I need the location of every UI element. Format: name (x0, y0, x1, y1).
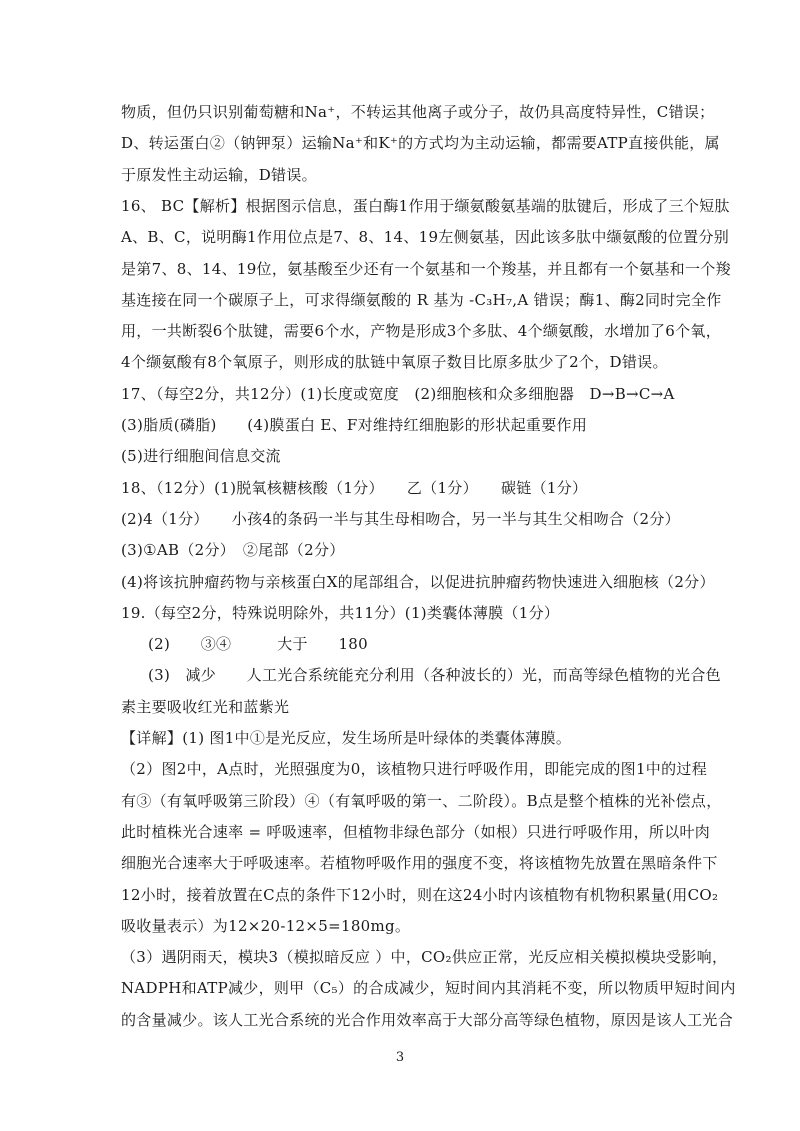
text-line: 是第7、8、14、19位，氨基酸至少还有一个氨基和一个羧基，并且都有一个氨基和一个羧 (121, 260, 731, 278)
text-line: 18、（12分）(1)脱氧核糖核酸（1分） 乙（1分） 碳链（1分） (121, 479, 588, 497)
text-line: 的含量减少。该人工光合系统的光合作用效率高于大部分高等绿色植物，原因是该人工光合 (121, 1011, 734, 1029)
text-line: (3)脂质(磷脂) (4)膜蛋白 E、F对维持红细胞影的形状起重要作用 (121, 416, 588, 434)
text-line: 细胞光合速率大于呼吸速率。若植物呼吸作用的强度不变，将该植物先放置在黑暗条件下 (121, 854, 718, 872)
text-line: D、转运蛋白②（钠钾泵）运输Na⁺和K⁺的方式均为主动运输，都需要ATP直接供能，属 (121, 134, 720, 152)
text-line: 素主要吸收红光和蓝紫光 (121, 698, 290, 716)
text-line: 物质，但仍只识别葡萄糖和Na⁺，不转运其他离子或分子，故仍具高度特异性，C错误； (121, 103, 715, 121)
text-line: 基连接在同一个碳原子上，可求得缬氨酸的 R 基为 -C₃H₇,A 错误；酶1、酶2同时完全作 (121, 291, 722, 309)
text-line: (2) ③④ 大于 180 (148, 635, 368, 653)
text-line: (2)4（1分） 小孩4的条码一半与其生母相吻合，另一半与其生父相吻合（2分） (121, 510, 680, 528)
page-number: 3 (395, 1050, 405, 1065)
text-line: A、B、C，说明酶1作用位点是7、8、14、19左侧氨基，因此该多肽中缬氨酸的位置分别 (121, 228, 730, 246)
text-line: （3）遇阴雨天，模块3（模拟暗反应 ）中，CO₂供应正常，光反应相关模拟模块受影响， (121, 948, 728, 966)
text-line: (3) 减少 人工光合系统能充分利用（各种波长的）光，而高等绿色植物的光合色 (148, 666, 721, 684)
text-line: 12小时，接着放置在C点的条件下12小时，则在这24小时内该植物有机物积累量(用CO₂ (121, 886, 719, 904)
text-line: 16、 BC【解析】根据图示信息，蛋白酶1作用于缬氨酸氨基端的肽键后，形成了三个短肽 (121, 197, 730, 215)
text-line: 4个缬氨酸有8个氧原子，则形成的肽链中氧原子数目比原多肽少了2个，D错误。 (121, 353, 668, 371)
text-line: 吸收量表示）为12×20-12×5=180mg。 (121, 917, 411, 935)
text-line: 有③（有氧呼吸第三阶段）④（有氧呼吸的第一、二阶段）。B点是整个植株的光补偿点， (121, 792, 722, 810)
text-line: （2）图2中，A点时，光照强度为0，该植物只进行呼吸作用，即能完成的图1中的过程 (121, 760, 708, 778)
text-line: (3)①AB（2分） ②尾部（2分） (121, 541, 345, 559)
text-line: 【详解】(1) 图1中①是光反应，发生场所是叶绿体的类囊体薄膜。 (121, 729, 572, 747)
text-line: (5)进行细胞间信息交流 (121, 447, 281, 465)
text-line: 于原发性主动运输，D错误。 (121, 166, 317, 184)
text-line: 19.（每空2分，特殊说明除外，共11分）(1)类囊体薄膜（1分） (121, 604, 560, 622)
text-line: 用，一共断裂6个肽键，需要6个水，产物是形成3个多肽、4个缬氨酸，水增加了6个氧， (121, 322, 722, 340)
text-line: NADPH和ATP减少，则甲（C₅）的合成减少，短时间内其消耗不变，所以物质甲短时间内 (121, 979, 736, 997)
text-line: 此时植株光合速率 = 呼吸速率，但植物非绿色部分（如根）只进行呼吸作用，所以叶肉 (121, 823, 711, 841)
text-line: (4)将该抗肿瘤药物与亲核蛋白X的尾部组合，以促进抗肿瘤药物快速进入细胞核（2分） (121, 573, 715, 591)
text-line: 17、（每空2分，共12分）(1)长度或宽度 (2)细胞核和众多细胞器 D→B→C→A (121, 385, 675, 403)
